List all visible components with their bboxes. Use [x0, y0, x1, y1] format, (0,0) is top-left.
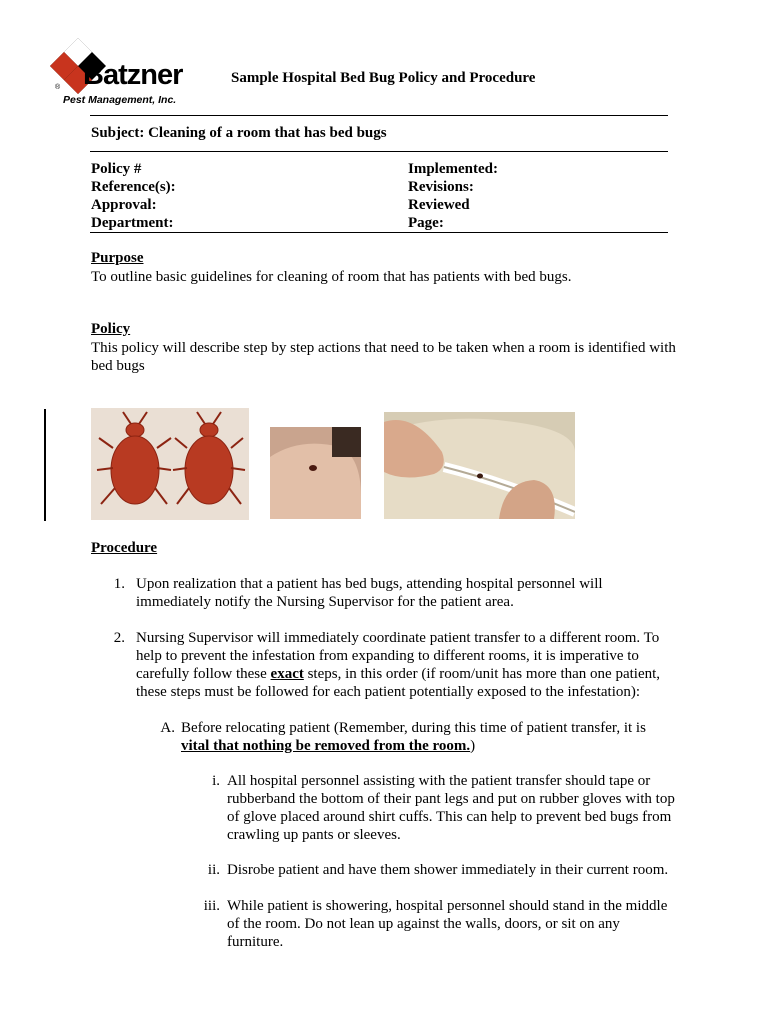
substep-numeral: iii.: [203, 898, 220, 914]
policy-text-line-2: bed bugs: [91, 358, 145, 374]
meta-page: Page:: [408, 215, 444, 231]
substep-i-line-2: rubberband the bottom of their pant legs and put on rubber gloves with top: [227, 791, 675, 807]
meta-policy-number: Policy #: [91, 161, 142, 177]
emphasis-exact: exact: [270, 666, 304, 682]
company-logo: [45, 36, 195, 110]
procedure-step-a: [0, 719, 770, 755]
step-2-line-3: carefully follow these exact steps, in this order (if room/unit has more than one patient,: [136, 666, 661, 682]
step-1-line-1: Upon realization that a patient has bed bugs, attending hospital personnel will: [136, 576, 603, 592]
bed-bug-illustration-photo: [91, 408, 249, 520]
step-number: 1.: [113, 576, 125, 592]
subject-rule: [90, 151, 668, 152]
substep-iii-line-1: While patient is showering, hospital personnel should stand in the middle: [227, 898, 668, 914]
step-letter: A.: [160, 720, 175, 736]
procedure-heading: Procedure: [91, 540, 158, 556]
subject-line: Subject: Cleaning of a room that has bed bugs: [91, 125, 387, 141]
meta-department: Department:: [91, 215, 174, 231]
step-a-line-2: vital that nothing be removed from the room.): [181, 738, 476, 754]
procedure-substep-iii: [0, 897, 770, 951]
substep-i-line-3: of glove placed around shirt cuffs. This can help to prevent bed bugs from: [227, 809, 672, 825]
purpose-text: To outline basic guidelines for cleaning of room that has patients with bed bugs.: [91, 269, 572, 285]
bed-bug-on-mattress-seam-photo: [384, 412, 575, 519]
meta-approval: Approval:: [91, 197, 157, 213]
step-1-line-2: immediately notify the Nursing Supervisor for the patient area.: [136, 594, 514, 610]
substep-iii-line-3: furniture.: [227, 934, 284, 950]
step-2-line-1: Nursing Supervisor will immediately coordinate patient transfer to a different room. To: [136, 630, 660, 646]
meta-references: Reference(s):: [91, 179, 176, 195]
policy-text-line-1: This policy will describe step by step actions that need to be taken when a room is identified with: [91, 340, 676, 356]
step-a-line-1: Before relocating patient (Remember, during this time of patient transfer, it is: [181, 720, 646, 736]
revision-margin-bar: [44, 409, 46, 521]
meta-right-column: [408, 160, 498, 232]
logo-brand-name: Batzner: [83, 59, 183, 91]
substep-i-line-1: All hospital personnel assisting with the patient transfer should tape or: [227, 773, 651, 789]
registered-mark: ®: [55, 84, 61, 91]
title-rule: [90, 115, 668, 116]
substep-numeral: i.: [212, 773, 220, 789]
procedure-step-1: [0, 575, 770, 611]
meta-left-column: [91, 160, 176, 232]
meta-implemented: Implemented:: [408, 161, 498, 177]
bed-bug-on-fingertip-photo: [270, 427, 361, 519]
emphasis-vital: vital that nothing be removed from the room.: [181, 738, 471, 754]
step-2-line-4: these steps must be followed for each patient potentially exposed to the infestation):: [136, 684, 641, 700]
procedure-substep-i: [0, 772, 770, 844]
step-number: 2.: [113, 630, 125, 646]
substep-numeral: ii.: [207, 862, 220, 878]
policy-heading: Policy: [91, 321, 131, 337]
meta-reviewed: Reviewed: [408, 197, 470, 213]
procedure-substep-ii: [0, 861, 770, 879]
logo-subtitle: Pest Management, Inc.: [63, 94, 177, 106]
substep-i-line-4: crawling up pants or sleeves.: [227, 827, 401, 843]
procedure-step-2: [0, 629, 770, 701]
step-2-line-2: help to prevent the infestation from expanding to different rooms, it is imperative to: [136, 648, 639, 664]
meta-revisions: Revisions:: [408, 179, 474, 195]
meta-rule: [90, 232, 668, 233]
purpose-heading: Purpose: [91, 250, 144, 266]
document-title: Sample Hospital Bed Bug Policy and Procedure: [231, 70, 536, 86]
substep-ii-line-1: Disrobe patient and have them shower immediately in their current room.: [227, 862, 669, 878]
substep-iii-line-2: of the room. Do not lean up against the walls, doors, or sit on any: [227, 916, 620, 932]
